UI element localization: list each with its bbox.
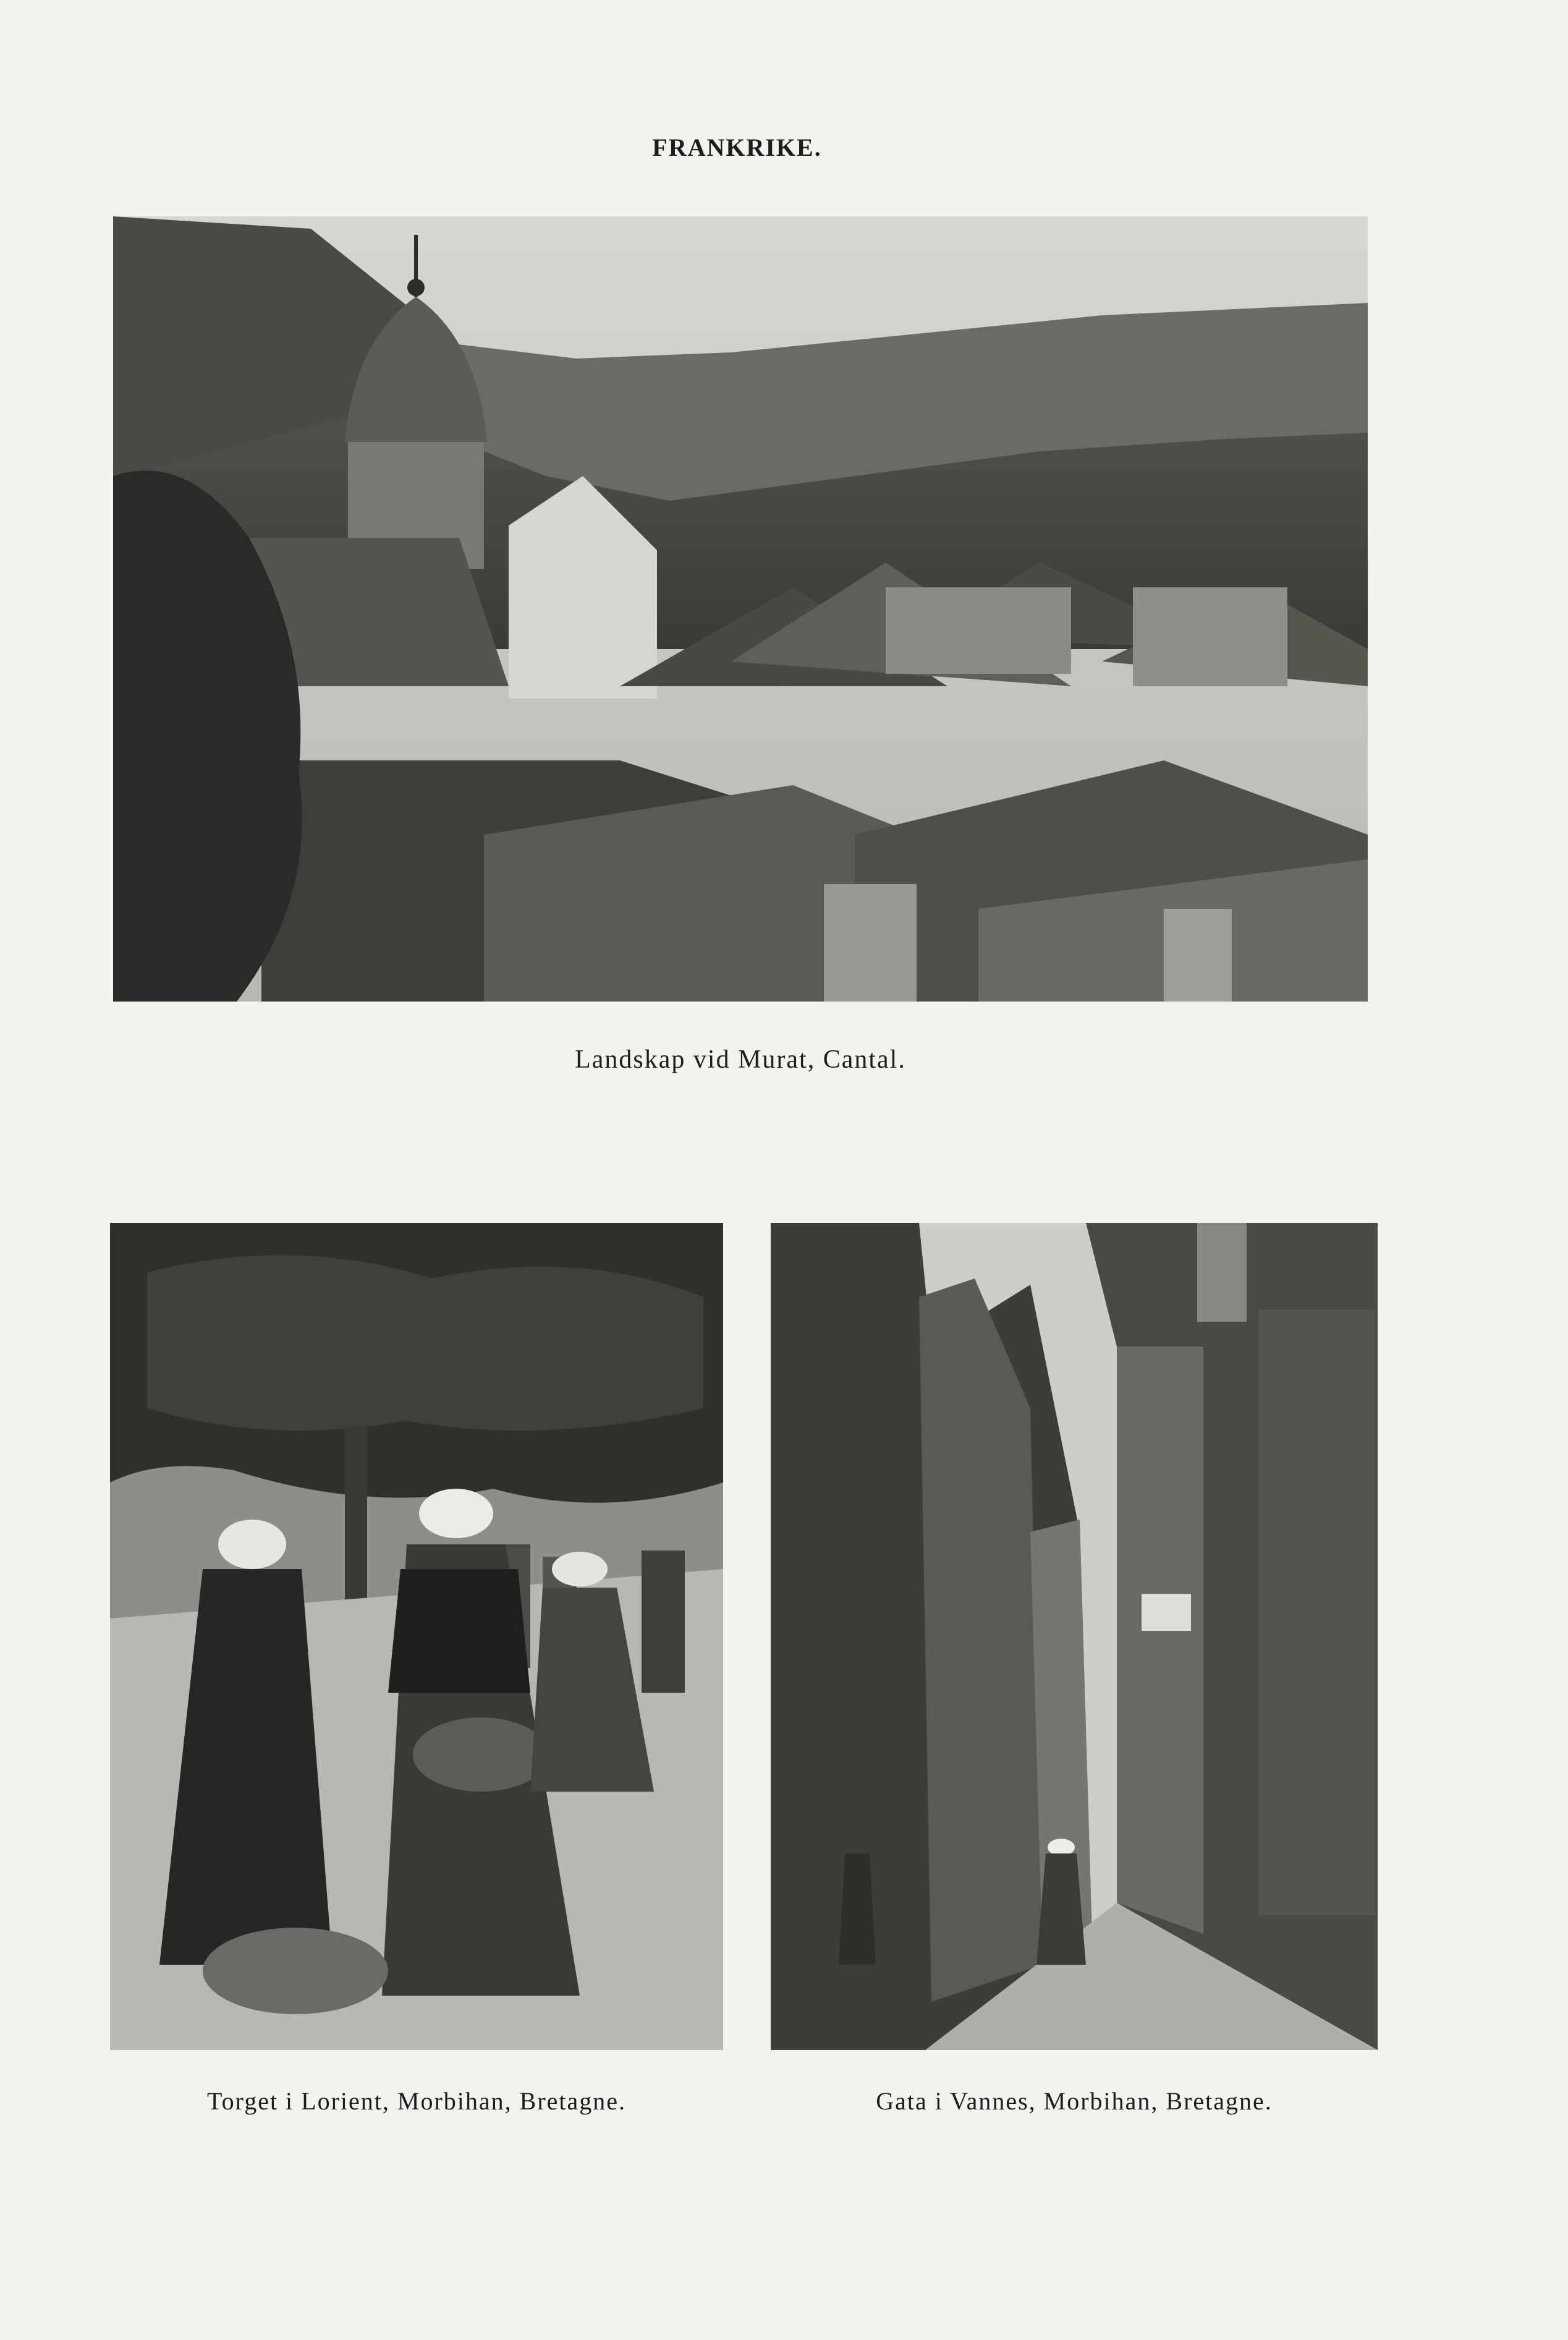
page-title: FRANKRIKE. <box>652 134 822 161</box>
lorient-market-illustration <box>110 1223 723 2050</box>
murat-landscape-illustration <box>113 216 1368 1002</box>
caption-murat: Landskap vid Murat, Cantal. <box>575 1045 906 1074</box>
photo-vannes-street <box>771 1223 1378 2050</box>
caption-lorient: Torget i Lorient, Morbihan, Bretagne. <box>206 2087 627 2115</box>
vannes-street-illustration <box>771 1223 1378 2050</box>
caption-vannes: Gata i Vannes, Morbihan, Bretagne. <box>876 2087 1273 2115</box>
photo-lorient-market <box>110 1223 723 2050</box>
photo-murat-landscape <box>113 216 1368 1002</box>
